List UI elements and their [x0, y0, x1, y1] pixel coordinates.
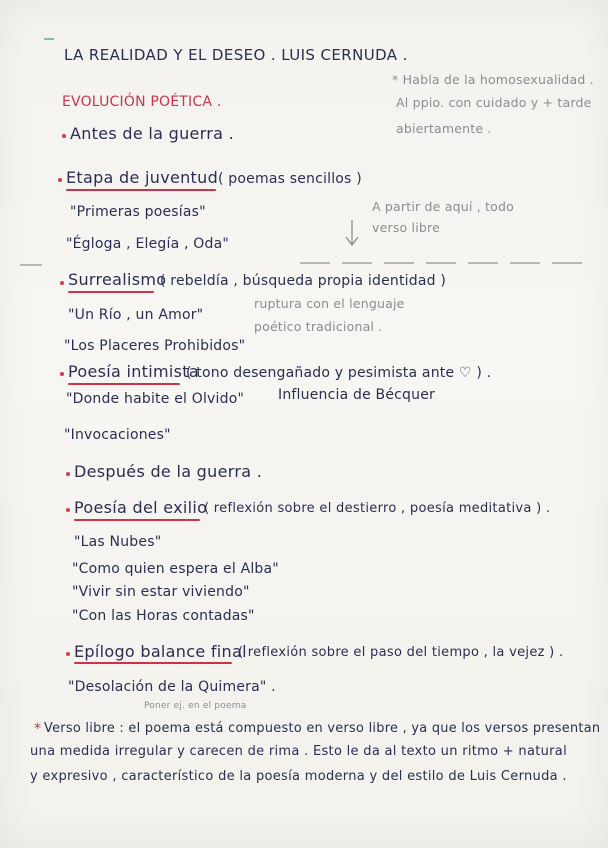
work-egloga: "Égloga , Elegía , Oda" [66, 236, 230, 252]
red-underline [74, 519, 200, 521]
poner-ejemplo-note: Poner ej. en el poema [144, 701, 247, 711]
bullet-dot [60, 281, 64, 285]
bullet-dot [58, 178, 62, 182]
heading-despues: Después de la guerra . [74, 462, 263, 481]
divider-line [468, 262, 498, 264]
side-note-line-3: abiertamente . [396, 121, 492, 136]
work-placeres: "Los Placeres Prohibidos" [64, 338, 246, 354]
footnote-line-1: Verso libre : el poema está compuesto en verso libre , ya que los versos presentan [44, 721, 601, 736]
divider-line [426, 262, 456, 264]
green-ink-mark [44, 38, 54, 40]
footnote-line-2: una medida irregular y carecen de rima . Esto le da al texto un ritmo + natural [30, 744, 567, 759]
bullet-dot [66, 508, 70, 512]
work-con-horas: "Con las Horas contadas" [72, 608, 255, 624]
work-un-rio: "Un Río , un Amor" [68, 307, 204, 323]
bullet-dot [62, 134, 66, 138]
verso-libre-note-1: A partir de aquí , todo [372, 199, 514, 214]
bullet-dot [66, 472, 70, 476]
divider-line [342, 262, 372, 264]
stage-epilogo-label: Epílogo balance final [74, 642, 247, 661]
red-underline [66, 189, 216, 191]
stage-exilio-desc: ( reflexión sobre el destierro , poesía meditativa ) . [204, 501, 551, 516]
work-invocaciones: "Invocaciones" [64, 427, 171, 443]
side-note-line-1: * Habla de la homosexualidad . [392, 72, 594, 87]
footnote-line-3: y expresivo , característico de la poesía moderna y del estilo de Luis Cernuda . [30, 769, 567, 784]
work-vivir: "Vivir sin estar viviendo" [72, 584, 250, 600]
red-underline [74, 662, 232, 664]
divider-line [300, 262, 330, 264]
bullet-dot [60, 372, 64, 376]
section-title: EVOLUCIÓN POÉTICA . [62, 94, 222, 110]
red-underline [68, 383, 180, 385]
work-como-quien: "Como quien espera el Alba" [72, 561, 279, 577]
work-primeras: "Primeras poesías" [70, 204, 206, 220]
divider-line [552, 262, 582, 264]
divider-line [510, 262, 540, 264]
page-title: LA REALIDAD Y EL DESEO . LUIS CERNUDA . [64, 46, 408, 64]
stage-surrealismo-desc: ( rebeldía , búsqueda propia identidad ) [160, 273, 447, 289]
stage-juventud-label: Etapa de juventud [66, 168, 219, 187]
stage-epilogo-desc: ( reflexión sobre el paso del tiempo , la vejez ) . [238, 645, 564, 660]
verso-libre-note-2: verso libre [372, 220, 440, 235]
ruptura-note-1: ruptura con el lenguaje [254, 296, 405, 311]
side-note-line-2: Al ppio. con cuidado y + tarde [396, 95, 592, 110]
stage-intimista-desc: ( tono desengañado y pesimista ante ♡ ) . [186, 365, 492, 381]
red-underline [68, 291, 154, 293]
work-nubes: "Las Nubes" [74, 534, 162, 550]
work-donde-habite: "Donde habite el Olvido" [66, 391, 245, 407]
stage-juventud-desc: ( poemas sencillos ) [218, 171, 362, 187]
divider-line [384, 262, 414, 264]
work-desolacion: "Desolación de la Quimera" . [68, 679, 276, 695]
influence-becquer-note: Influencia de Bécquer [278, 387, 435, 403]
footnote-star: * [34, 721, 42, 737]
ruptura-note-2: poético tradicional . [254, 319, 383, 334]
stage-exilio-label: Poesía del exilio [74, 498, 208, 517]
heading-antes: Antes de la guerra . [70, 124, 235, 143]
down-arrow-icon [345, 218, 359, 248]
stage-intimista-label: Poesía intimista [68, 362, 199, 381]
divider-line [20, 264, 42, 266]
bullet-dot [66, 652, 70, 656]
stage-surrealismo-label: Surrealismo [68, 270, 167, 289]
